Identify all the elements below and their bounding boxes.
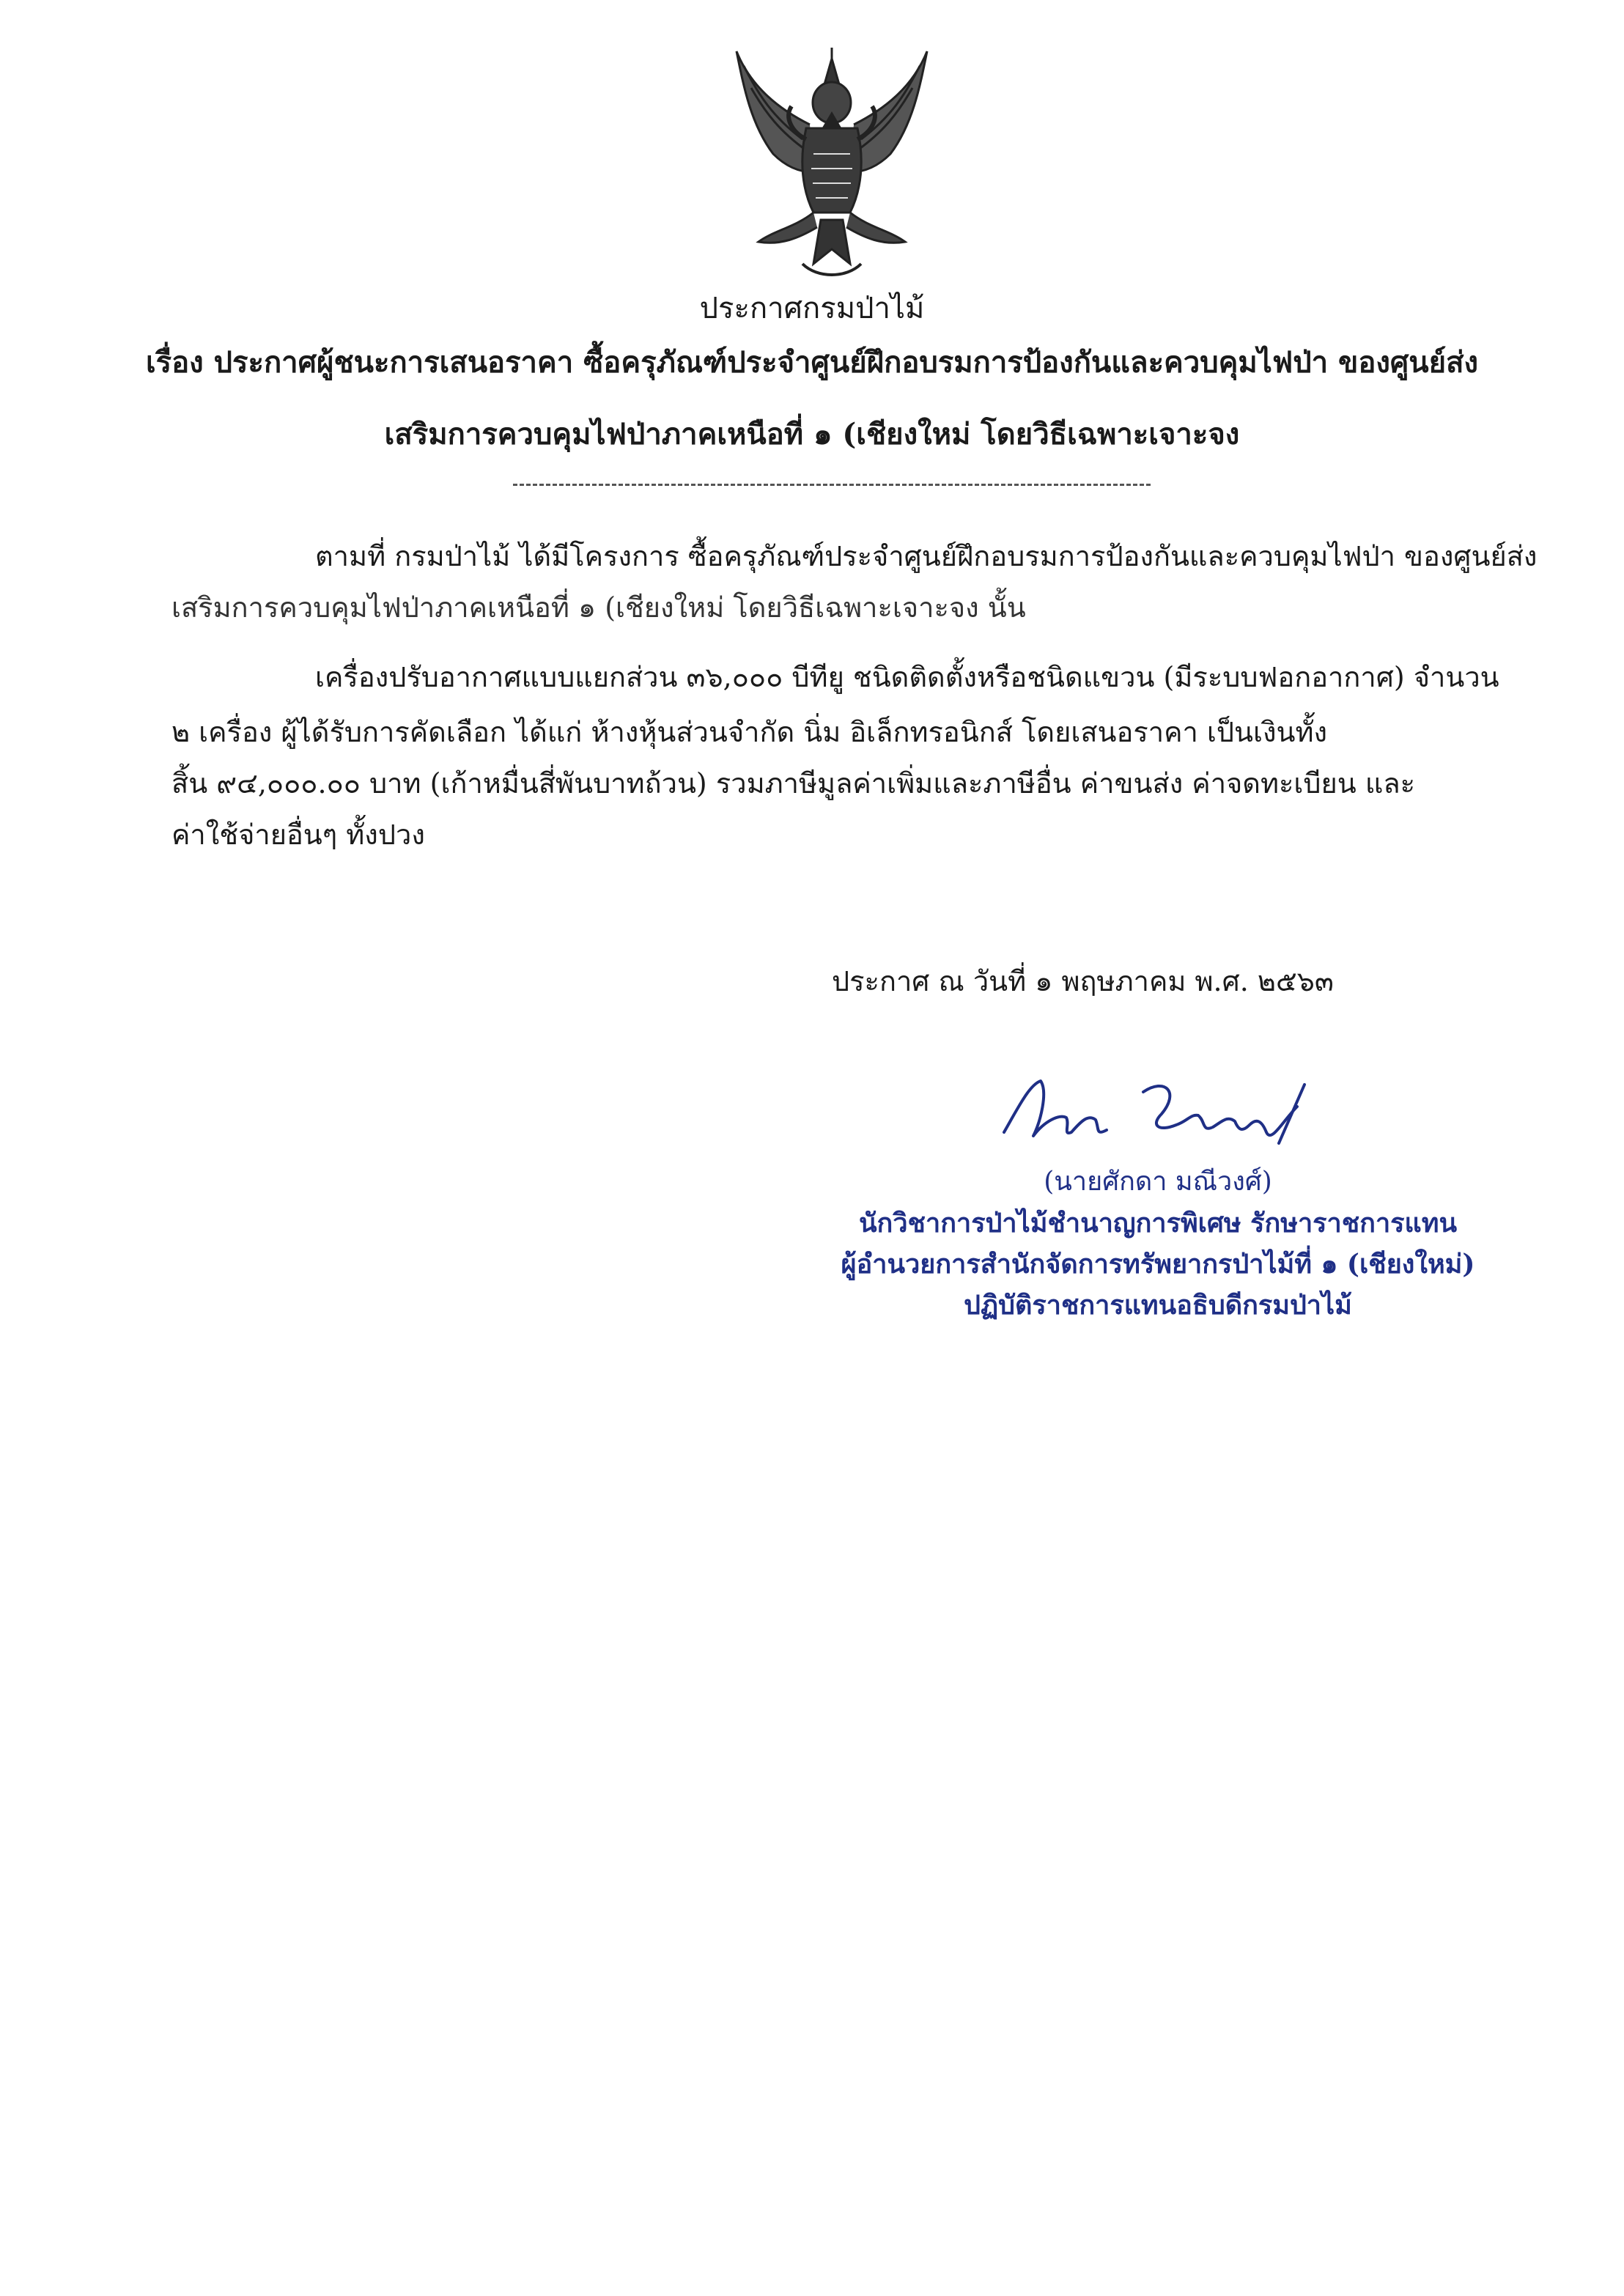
signatory-name: (นายศักดา มณีวงศ์) [1044,1167,1272,1197]
paragraph-2-line-4: ค่าใช้จ่ายอื่นๆ ทั้งปวง [171,819,425,851]
announcement-date: ประกาศ ณ วันที่ ๑ พฤษภาคม พ.ศ. ๒๕๖๓ [832,965,1334,997]
signatory-title-1: นักวิชาการป่าไม้ชำนาญการพิเศษ รักษาราชการแทน [858,1208,1458,1239]
issuer-title: ประกาศกรมป่าไม้ [699,292,925,325]
subject-line-2: เสริมการควบคุมไฟป่าภาคเหนือที่ ๑ (เชียงใหม่ โดยวิธีเฉพาะเจาะจง [384,417,1240,451]
dashed-separator [513,484,1151,486]
paragraph-1-line-1: ตามที่ กรมป่าไม้ ได้มีโครงการ ซื้อครุภัณฑ์ประจำศูนย์ฝึกอบรมการป้องกันและควบคุมไฟป่า ของศูนย์ส่ง [315,540,1538,572]
paragraph-2-line-1: เครื่องปรับอากาศแบบแยกส่วน ๓๖,๐๐๐ บีทียู ชนิดติดตั้งหรือชนิดแขวน (มีระบบฟอกอากาศ) จำนวน [315,661,1499,693]
signatory-title-2: ผู้อำนวยการสำนักจัดการทรัพยากรป่าไม้ที่ ๑ (เชียงใหม่) [841,1249,1475,1280]
subject-line-1: เรื่อง ประกาศผู้ชนะการเสนอราคา ซื้อครุภัณฑ์ประจำศูนย์ฝึกอบรมการป้องกันและควบคุมไฟป่า ของศูนย์ส่ง [145,345,1479,380]
signatory-block [806,1169,1510,1333]
signatory-title-3: ปฏิบัติราชการแทนอธิบดีกรมป่าไม้ [964,1290,1352,1321]
paragraph-2-line-2: ๒ เครื่อง ผู้ได้รับการคัดเลือก ได้แก่ ห้างหุ้นส่วนจำกัด นิ่ม อิเล็กทรอนิกส์ โดยเสนอราคา เป็นเงินทั้ง [171,716,1328,748]
handwritten-signature [989,1063,1312,1165]
garuda-emblem-icon [722,44,942,286]
paragraph-2-line-3: สิ้น ๙๔,๐๐๐.๐๐ บาท (เก้าหมื่นสี่พันบาทถ้วน) รวมภาษีมูลค่าเพิ่มและภาษีอื่น ค่าขนส่ง ค่าจดทะเบียน และ [171,767,1416,800]
paragraph-1-line-2: เสริมการควบคุมไฟป่าภาคเหนือที่ ๑ (เชียงใหม่ โดยวิธีเฉพาะเจาะจง นั้น [171,591,1026,624]
